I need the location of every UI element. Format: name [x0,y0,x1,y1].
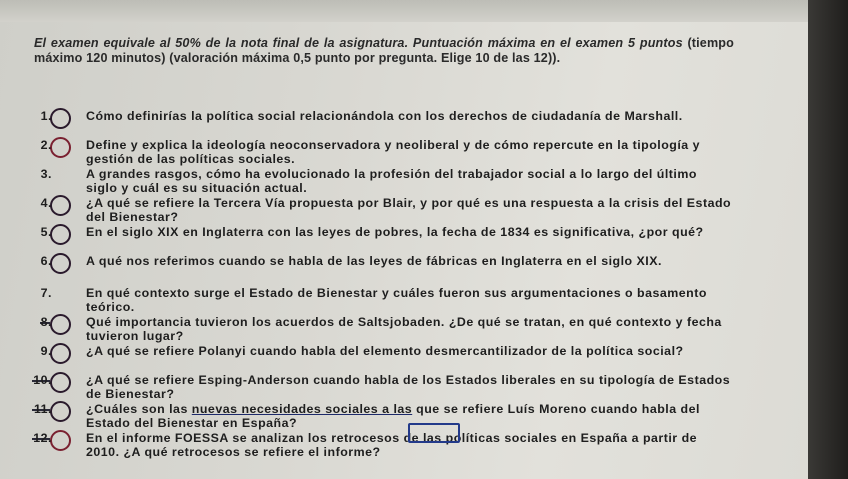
question-number: 1. [40,109,52,123]
instructions-rest: (tiempo máximo 120 minutos) (valoración máxima 0,5 punto por pregunta. Elige 10 de las 12)). [34,36,734,65]
question-3 [40,167,732,196]
question-text: En qué contexto surge el Estado de Bienestar y cuáles fueron sus argumentaciones o basamento teórico. [86,286,707,314]
instructions-points: 5 puntos [628,36,683,50]
instructions-line1: El examen equivale al 50% de la nota final de la asignatura. Puntuación máxima en el examen [34,36,624,50]
question-text-end: que se refiere Luís Moreno cuando habla del Estado del Bienestar en España? [86,402,700,430]
question-text: En el siglo XIX en Inglaterra con las leyes de pobres, la fecha de 1834 es significativa, ¿por qué? [86,225,704,239]
question-text: A qué nos referimos cuando se habla de las leyes de fábricas en Inglaterra en el siglo XIX. [86,254,662,268]
question-text: Define y explica la ideología neoconservadora y neoliberal y de cómo repercute en la tipología y gestión de las políticas sociales. [86,138,701,166]
question-number: 8. [40,315,52,329]
question-11 [33,402,732,431]
question-9 [40,344,732,359]
background-edge [808,0,848,479]
question-7 [40,286,732,315]
question-8 [40,315,732,344]
question-number: 4. [40,196,52,210]
question-text: ¿A qué se refiere Polanyi cuando habla del elemento desmercantilizador de la política social? [86,344,684,358]
question-12 [33,431,732,460]
pen-circle-mark [50,108,71,129]
pen-circle-mark [50,224,71,245]
underlined-phrase: nuevas necesidades sociales a las [191,402,413,416]
pen-circle-mark [50,401,71,422]
question-number: 2. [40,138,52,152]
pen-circle-mark [50,343,71,364]
question-5 [40,225,732,240]
question-1 [40,109,732,124]
question-number: 12. [33,431,52,445]
question-text: ¿A qué se refiere Esping-Anderson cuando habla de los Estados liberales en su tipología de Estados de Bienestar? [86,373,731,401]
pen-circle-mark [50,314,71,335]
question-number: 3. [40,167,52,181]
question-number: 7. [40,286,52,300]
exam-instructions [34,36,734,66]
question-text: A grandes rasgos, cómo ha evolucionado la profesión del trabajador social a lo largo del último siglo y cuál es su situación actual. [86,167,697,195]
question-6 [40,254,732,269]
question-text-start: ¿Cuáles son las [86,402,192,416]
pen-circle-mark [50,372,71,393]
question-10 [33,373,732,402]
question-2 [40,138,732,167]
pen-circle-mark [50,253,71,274]
question-number: 6. [40,254,52,268]
question-number: 10. [33,373,52,387]
question-text: En el informe FOESSA se analizan los retrocesos de las políticas sociales en España a partir de 2010. ¿A qué retrocesos se refiere el informe? [86,431,698,459]
question-text: ¿A qué se refiere la Tercera Vía propuesta por Blair, y por qué es una respuesta a la crisis del Estado del Bienestar? [86,196,732,224]
question-4 [40,196,732,225]
question-text: Cómo definirías la política social relacionándola con los derechos de ciudadanía de Marshall. [86,109,683,123]
question-text: Qué importancia tuvieron los acuerdos de Saltsjobaden. ¿De qué se tratan, en qué contexto y fecha tuvieron lugar? [86,315,722,343]
pen-circle-mark [50,430,71,451]
paper-top-shadow [0,0,808,22]
question-number: 5. [40,225,52,239]
pen-circle-mark [50,137,71,158]
pen-scribble-mark [408,423,460,443]
question-number: 11. [33,402,52,416]
question-number: 9. [40,344,52,358]
pen-circle-mark [50,195,71,216]
